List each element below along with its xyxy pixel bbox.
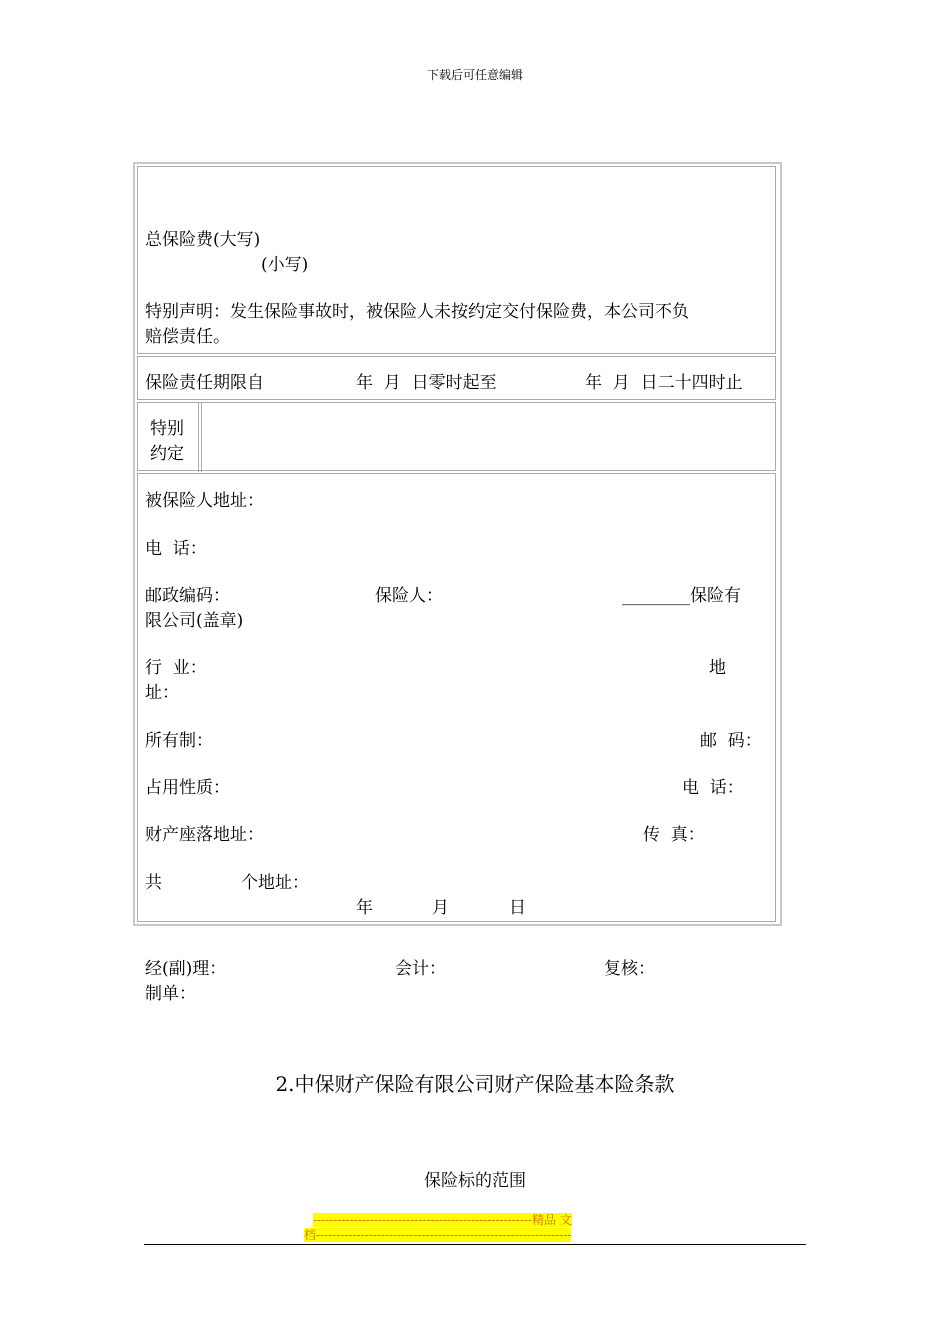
footer-watermark-line1: ------------------------------------------------------精品 文 [313,1213,572,1227]
special-statement-line1: 特别声明：发生保险事故时，被保险人未按约定交付保险费，本公司不负 [145,302,689,322]
total-address-label: 个地址： [241,873,309,893]
industry-label: 行 业： [145,658,207,678]
special-agreement-label-1: 特别 [150,419,184,439]
row-divider [137,353,776,357]
insurer-phone-label: 电 话： [682,778,744,798]
period-start: 年 月 日零时起至 [356,373,497,393]
insurer-postcode-label: 邮 码： [700,731,762,751]
date-day: 日 [509,898,526,918]
period-end: 年 月 日二十四时止 [585,373,743,393]
premium-lower-label: (小写) [261,255,309,275]
premium-upper-label: 总保险费(大写) [145,230,261,250]
form-frame-inner [137,166,776,922]
ownership-label: 所有制： [145,731,213,751]
date-month: 月 [432,898,449,918]
total-prefix: 共 [145,873,162,893]
occupancy-label: 占用性质： [145,778,230,798]
footer-rule [144,1244,806,1245]
column-divider [198,402,202,472]
section-title: 2.中保财产保险有限公司财产保险基本险条款 [275,1072,675,1096]
insurer-label: 保险人： [375,586,443,606]
property-location-label: 财产座落地址： [145,825,264,845]
accountant-signature-label: 会计： [395,959,446,979]
special-agreement-label-2: 约定 [150,444,184,464]
preparer-signature-label: 制单： [145,984,196,1004]
sub-title: 保险标的范围 [424,1171,526,1191]
footer-watermark-line2: 档--------------------------------------------------------------- [304,1228,572,1242]
insured-address-label: 被保险人地址： [145,491,264,511]
row-divider [137,399,776,403]
header-note: 下载后可任意编辑 [426,68,523,82]
phone-label: 电 话： [145,539,207,559]
manager-signature-label: 经(副)理： [145,959,227,979]
insurer-company-line2: 限公司(盖章) [145,611,244,631]
period-label: 保险责任期限自 [145,373,264,393]
special-statement-line2: 赔偿责任。 [145,327,230,347]
date-year: 年 [356,898,373,918]
row-divider [137,470,776,474]
insurer-company-line1: ________保险有 [622,586,741,606]
postcode-label: 邮政编码： [145,586,230,606]
insurer-address-label-1: 地 [709,658,726,678]
fax-label: 传 真： [643,825,705,845]
reviewer-signature-label: 复核： [604,959,655,979]
insurer-address-label-2: 址： [145,683,179,703]
